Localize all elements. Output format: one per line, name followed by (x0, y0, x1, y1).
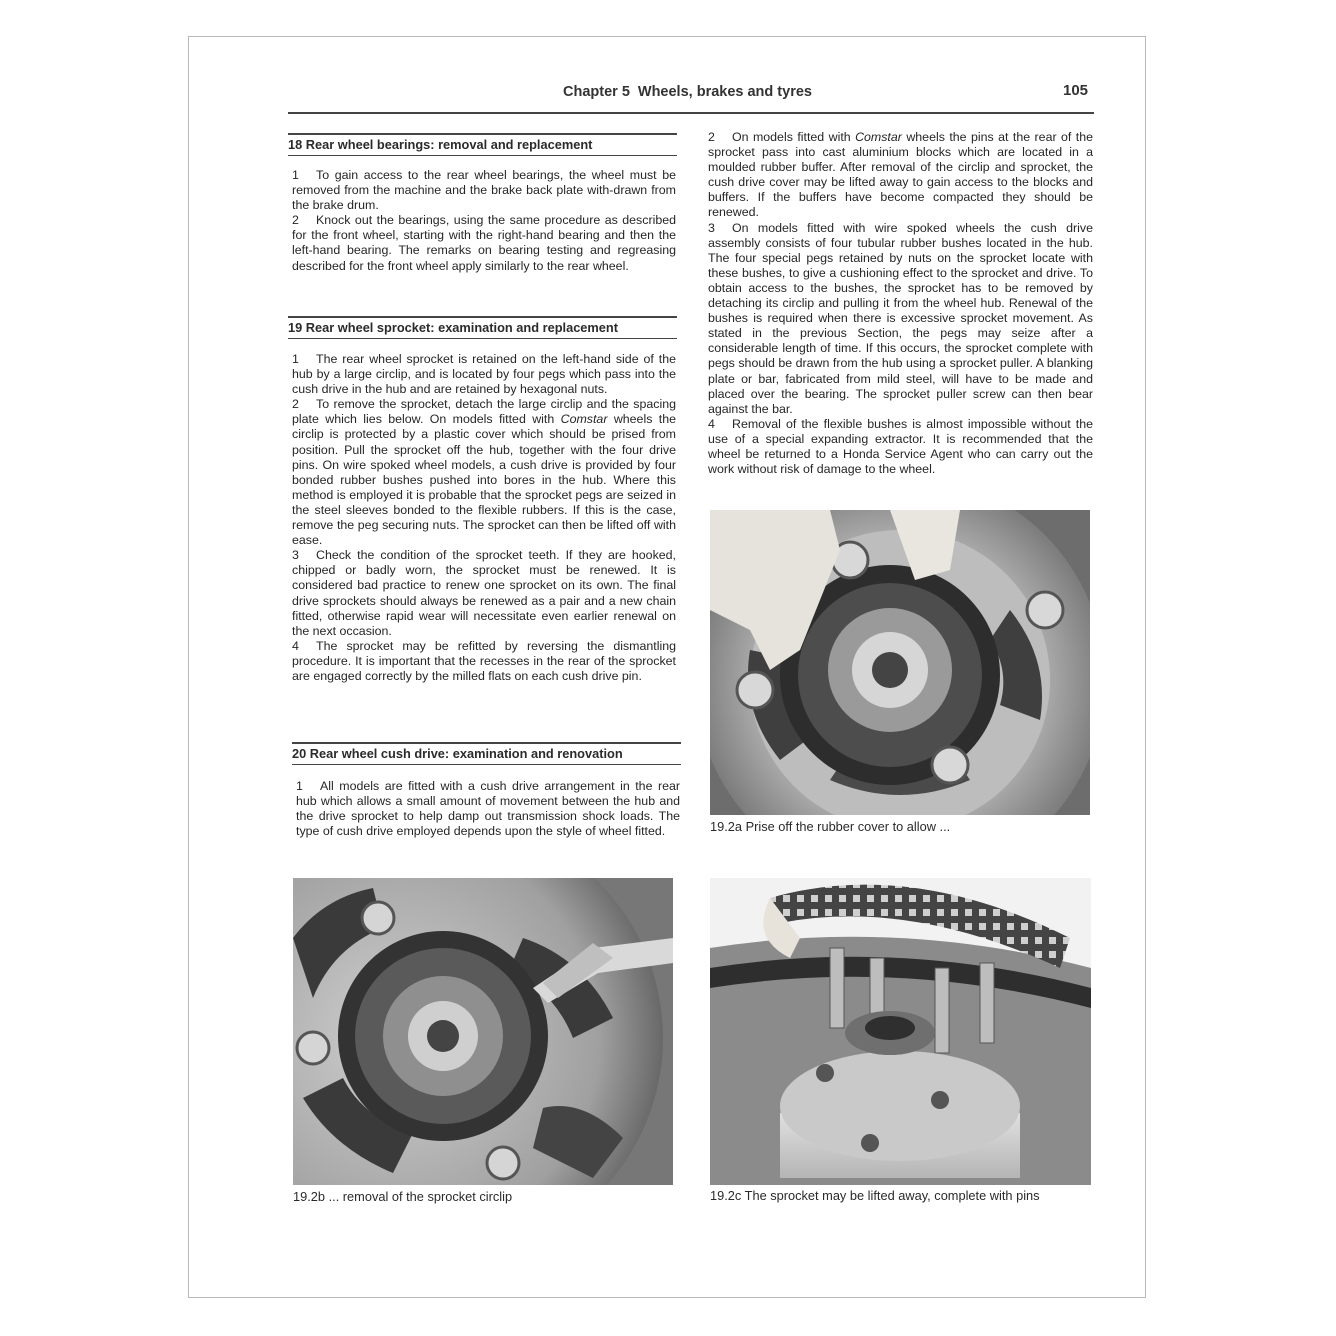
running-header (563, 84, 812, 100)
section-18-body (292, 168, 676, 274)
figure-caption-19-2c: 19.2c The sprocket may be lifted away, complete with pins (710, 1188, 1040, 1203)
section-20-body-left (296, 779, 680, 839)
paragraph: 1 All models are fitted with a cush drive arrangement in the rear hub which allows a small amount of movement between the hub and the drive sprocket to help damp out transmission shock loads. The type of cush drive employed depends upon the style of wheel fitted. (296, 779, 680, 839)
section-19-heading: 19 Rear wheel sprocket: examination and replacement (288, 316, 677, 339)
section-20-heading: 20 Rear wheel cush drive: examination and renovation (292, 742, 681, 765)
paragraph: 1 The rear wheel sprocket is retained on the left-hand side of the hub by a large circlip, and is located by four pegs which pass into the cush drive in the hub and are retained by hexagonal nuts. (292, 352, 676, 397)
photo-sprocket-circlip (293, 878, 673, 1185)
circlip-photo-illustration (293, 878, 673, 1185)
paragraph: 2 On models fitted with Comstar wheels the pins at the rear of the sprocket pass into cast aluminium blocks which are located in a moulded rubber buffer. After removal of the circlip and sprocket, the cush drive cover may be lifted away to gain access to the blocks and buffers. If the buffers have become compacted they should be renewed. (708, 130, 1093, 220)
paragraph: 1 To gain access to the rear wheel bearings, the wheel must be removed from the machine and the brake back plate with-drawn from the brake drum. (292, 168, 676, 213)
figure-caption-19-2b: 19.2b ... removal of the sprocket circlip (293, 1189, 513, 1204)
paragraph: 4 The sprocket may be refitted by reversing the dismantling procedure. It is important that the recesses in the rear of the sprocket are engaged correctly by the milled flats on each cush drive pin. (292, 638, 676, 683)
figure-caption-19-2a: 19.2a Prise off the rubber cover to allow ... (710, 819, 951, 834)
chapter-title: Wheels, brakes and tyres (637, 84, 812, 100)
page-number: 105 (1063, 82, 1089, 99)
paragraph: 3 Check the condition of the sprocket teeth. If they are hooked, chipped or badly worn, the sprocket must be renewed. It is considered bad practice to renew one sprocket on its own. The final drive sprockets should always be renewed as a pair and a new chain fitted, otherwise rapid wear will necessitate even earlier renewal on the next occasion. (292, 548, 676, 638)
chapter-number: Chapter 5 (563, 84, 630, 100)
section-19-body (292, 352, 676, 684)
paragraph: 2 To remove the sprocket, detach the large circlip and the spacing plate which lies below. On models fitted with Comstar wheels the circlip is protected by a plastic cover which should be prised from position. Pull the sprocket off the hub, together with the four drive pins. On wire spoked wheel models, a cush drive is provided by four bonded rubber bushes pushed into bores in the hub. Where this method is employed it is probable that the sprocket pegs are seized in the steel sleeves bonded to the flexible rubbers. If this is the case, remove the peg securing nuts. The sprocket can then be lifted off with ease. (292, 397, 676, 548)
wheel-hub-photo-illustration (710, 510, 1090, 815)
header-rule (288, 112, 1094, 114)
photo-rubber-cover (710, 510, 1090, 815)
paragraph: 3 On models fitted with wire spoked wheels the cush drive assembly consists of four tubular rubber bushes located in the hub. The four special pegs retained by nuts on the sprocket locate with these bushes, to give a cushioning effect to the sprocket and drive. To obtain access to the bushes, the sprocket has to be removed by detaching its circlip and pulling it from the wheel hub. Renewal of the bushes is required when there is excessive sprocket movement. As stated in the previous Section, the pegs may seize after a considerable length of time. If this occurs, the sprocket complete with pegs should be drawn from the hub using a sprocket puller. A blanking plate or bar, fabricated from mild steel, will have to be made and placed over the bearing. The sprocket puller screw can then bear against the bar. (708, 220, 1093, 416)
section-18-heading: 18 Rear wheel bearings: removal and replacement (288, 133, 677, 156)
photo-sprocket-lifted (710, 878, 1091, 1185)
paragraph: 4 Removal of the flexible bushes is almost impossible without the use of a special expanding extractor. It is recommended that the wheel be returned to a Honda Service Agent who can carry out the work without risk of damage to the wheel. (708, 416, 1093, 477)
paragraph: 2 Knock out the bearings, using the same procedure as described for the front wheel, starting with the right-hand bearing and then the left-hand bearing. The remarks on bearing testing and regreasing described for the front wheel apply similarly to the rear wheel. (292, 213, 676, 273)
section-20-body-right (708, 130, 1093, 477)
sprocket-photo-illustration (710, 878, 1091, 1185)
